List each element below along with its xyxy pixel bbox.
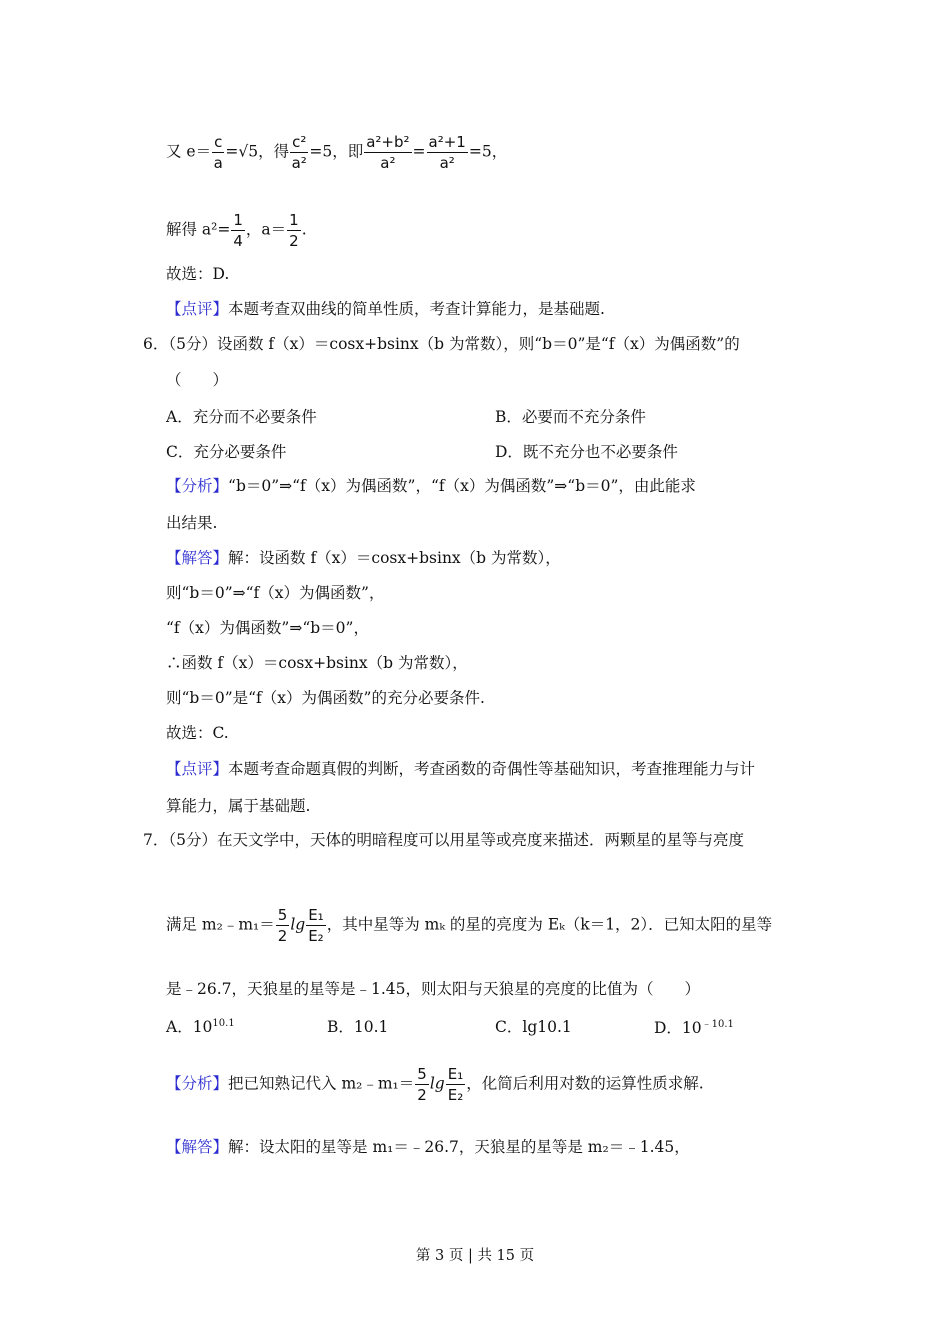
solution-line: 则“b＝0”是“f（x）为偶函数”的充分必要条件. [166, 689, 485, 707]
option-a: A．充分而不必要条件 [166, 408, 317, 426]
solution-line: “f（x）为偶函数”⇒“b＝0”， [166, 619, 369, 637]
q5-comment [166, 299, 605, 319]
solution-line: 解：设函数 f（x）＝cosx+bsinx（b 为常数）， [228, 549, 561, 567]
option-text: B．10.1 [327, 1018, 389, 1036]
text: . [301, 220, 307, 239]
fraction [290, 132, 308, 173]
q7-analysis [166, 1064, 704, 1105]
question-text-cont: 是﹣26.7，天狼星的星等是﹣1.45，则太阳与天狼星的亮度的比值为（ ） [166, 980, 701, 998]
text: =√5，得 [225, 142, 290, 161]
denominator: E₂ [308, 927, 324, 945]
q7-formula-line [166, 905, 772, 946]
option-c: C．充分必要条件 [166, 443, 287, 461]
numerator: 1 [289, 211, 299, 229]
text: 解得 a²= [166, 220, 231, 239]
q7-stem [143, 830, 744, 850]
analysis-label: 【分析】 [166, 477, 229, 495]
denominator: a² [291, 154, 307, 172]
question-number: 6． [143, 335, 169, 353]
solution-line: 解：设太阳的星等是 m₁＝﹣26.7，天狼星的星等是 m₂＝﹣1.45， [228, 1138, 690, 1156]
fraction [276, 905, 290, 946]
denominator: 2 [289, 232, 299, 250]
denominator: 2 [417, 1086, 427, 1104]
exponent: 10.1 [212, 1017, 235, 1029]
comment-text-cont: 算能力，属于基础题. [166, 797, 311, 815]
text: = [412, 142, 426, 161]
analysis-text: ，化简后利用对数的运算性质求解. [466, 1074, 704, 1093]
numerator: E₁ [308, 906, 324, 924]
numerator: a²+1 [428, 133, 466, 151]
denominator: 4 [233, 232, 243, 250]
q6-comment [166, 759, 755, 779]
lg: lg [290, 915, 306, 934]
solution-label: 【解答】 [166, 549, 229, 567]
fraction [364, 132, 411, 173]
text: =5， [468, 142, 508, 161]
fraction [212, 132, 224, 173]
numerator: a²+b² [366, 133, 410, 151]
exponent: ﹣10.1 [701, 1019, 734, 1030]
denominator: a [213, 154, 223, 172]
comment-text: 本题考查双曲线的简单性质，考查计算能力，是基础题. [228, 300, 605, 318]
q7-solution [166, 1137, 690, 1157]
fraction [427, 132, 468, 173]
denominator: a² [439, 154, 455, 172]
numerator: 5 [417, 1065, 427, 1083]
fraction [306, 905, 326, 946]
page-footer: 第 3 页 | 共 15 页 [415, 1248, 535, 1264]
comment-label: 【点评】 [166, 300, 229, 318]
denominator: a² [380, 154, 396, 172]
option-b: B．必要而不充分条件 [495, 408, 646, 426]
text: 又 e＝ [166, 142, 212, 161]
analysis-text-cont: 出结果. [166, 514, 218, 532]
fraction [287, 210, 301, 251]
option-d: D．既不充分也不必要条件 [495, 443, 678, 461]
text: 满足 m₂﹣m₁＝ [166, 915, 275, 934]
question-text: （5分）在天文学中，天体的明暗程度可以用星等或亮度来描述．两颗星的星等与亮度 [168, 831, 744, 849]
answer-blank: （ ） [166, 371, 229, 389]
analysis-text: “b＝0”⇒“f（x）为偶函数”，“f（x）为偶函数”⇒“b＝0”，由此能求 [228, 477, 696, 495]
q5-answer: 故选：D. [166, 265, 230, 283]
q6-solution [166, 548, 561, 568]
option-a [166, 1015, 235, 1037]
numerator: c² [292, 133, 307, 151]
text: =5，即 [309, 142, 364, 161]
denominator: 2 [277, 927, 288, 945]
question-text: （5分）设函数 f（x）＝cosx+bsinx（b 为常数），则“b＝0”是“f（x）为偶函数”的 [168, 335, 740, 353]
option-d [654, 1015, 734, 1038]
denominator: E₂ [447, 1086, 464, 1104]
option-text: C．lg10.1 [495, 1018, 572, 1036]
comment-label: 【点评】 [166, 760, 229, 778]
option-text: D．10 [654, 1019, 702, 1038]
q5-solve-line [166, 210, 307, 251]
numerator: 1 [233, 211, 243, 229]
q6-analysis [166, 476, 696, 496]
solution-line: ∴函数 f（x）＝cosx+bsinx（b 为常数）， [166, 654, 468, 672]
solution-label: 【解答】 [166, 1138, 229, 1156]
text: ，其中星等为 mₖ 的星的亮度为 Eₖ（k＝1，2）．已知太阳的星等 [326, 915, 773, 934]
q6-stem [143, 334, 740, 354]
analysis-label: 【分析】 [166, 1074, 229, 1093]
question-number: 7． [143, 831, 169, 849]
numerator: c [214, 133, 223, 151]
solution-line: 故选：C. [166, 724, 229, 742]
text: ，a＝ [245, 220, 287, 239]
solution-line: 则“b＝0”⇒“f（x）为偶函数”， [166, 584, 385, 602]
option-c [495, 1015, 572, 1037]
analysis-text: 把已知熟记代入 m₂﹣m₁＝ [228, 1074, 415, 1093]
lg: lg [429, 1074, 445, 1093]
q5-equation-line [166, 132, 507, 173]
comment-text: 本题考查命题真假的判断，考查函数的奇偶性等基础知识，考查推理能力与计 [228, 760, 756, 778]
option-text: A．10 [166, 1018, 213, 1036]
fraction [415, 1064, 429, 1105]
option-b [327, 1015, 388, 1037]
numerator: E₁ [447, 1065, 464, 1083]
fraction [446, 1064, 466, 1105]
fraction [231, 210, 245, 251]
numerator: 5 [277, 906, 288, 924]
